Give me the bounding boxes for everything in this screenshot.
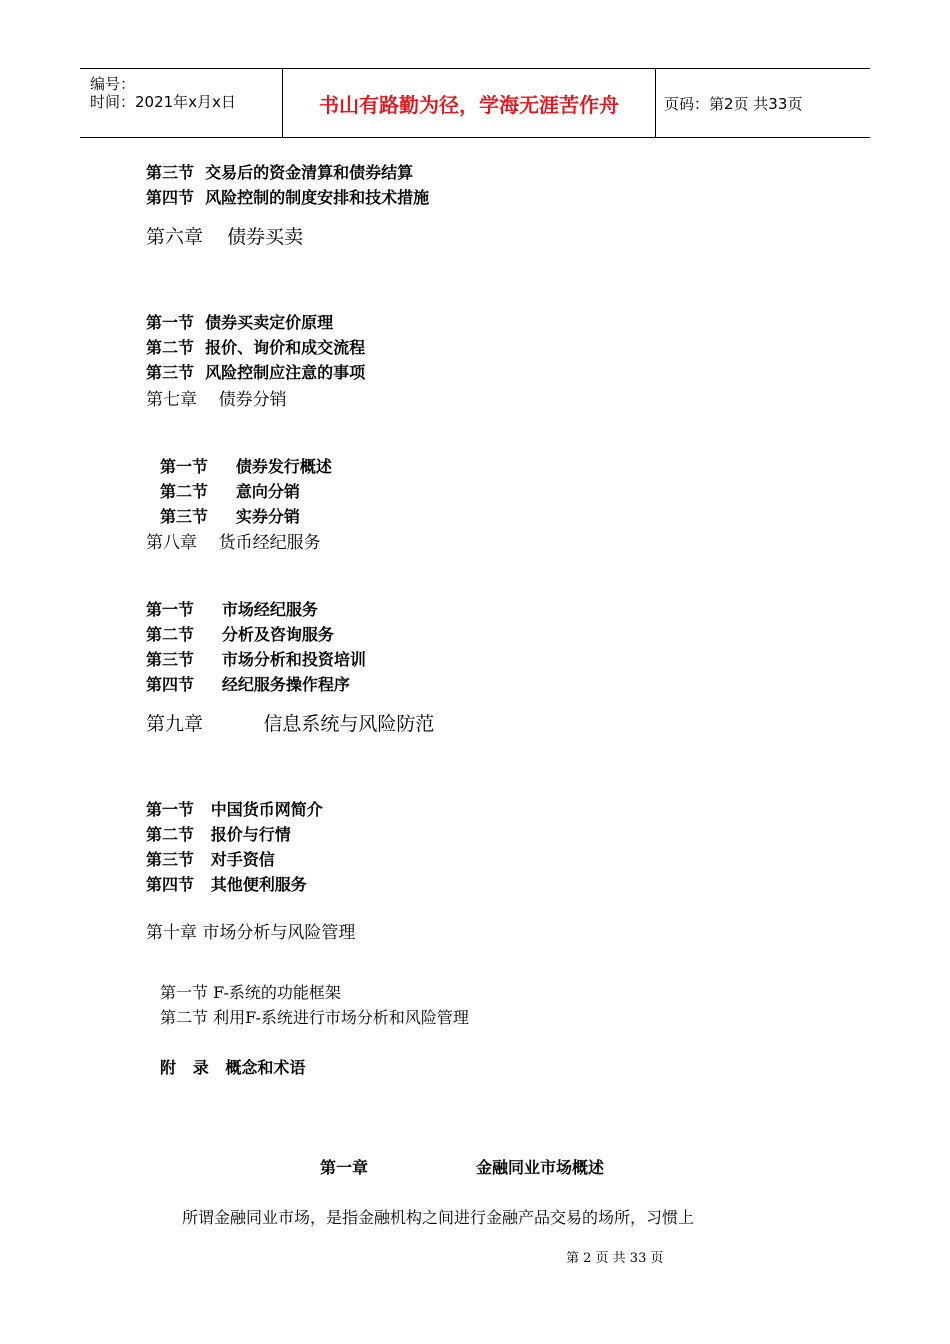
time-label: 时间：2021年x月x日 (90, 93, 236, 111)
toc-section: 第四节 其他便利服务 (146, 875, 307, 894)
toc-chapter: 第十章 市场分析与风险管理 (146, 923, 356, 943)
toc-section: 第四节 风险控制的制度安排和技术措施 (146, 188, 430, 207)
chapter-number: 第一章 (320, 1158, 369, 1177)
toc-section: 第二节 报价、询价和成交流程 (146, 338, 366, 357)
toc-appendix: 附 录 概念和术语 (160, 1058, 306, 1077)
toc-section: 第一节 债券发行概述 (160, 457, 332, 476)
toc-section: 第三节 风险控制应注意的事项 (146, 363, 366, 382)
toc-section: 第二节 报价与行情 (146, 825, 291, 844)
toc-section: 第二节 意向分销 (160, 482, 300, 501)
toc-chapter: 第六章 债券买卖 (146, 226, 304, 248)
body-paragraph: 所谓金融同业市场，是指金融机构之间进行金融产品交易的场所，习惯上 (182, 1208, 695, 1227)
toc-section: 第三节 市场分析和投资培训 (146, 650, 366, 669)
toc-section: 第一节 F-系统的功能框架 (160, 983, 341, 1002)
header-page-label: 页码：第2页 共33页 (664, 94, 803, 113)
header-motto: 书山有路勤为径，学海无涯苦作舟 (282, 69, 656, 137)
toc-section: 第二节 分析及咨询服务 (146, 625, 334, 644)
header-meta (80, 69, 282, 137)
toc-chapter: 第七章 债券分销 (146, 390, 287, 410)
toc-section: 第一节 市场经纪服务 (146, 600, 318, 619)
toc-section: 第三节 交易后的资金清算和债券结算 (146, 163, 414, 182)
toc-section: 第二节 利用F-系统进行市场分析和风险管理 (160, 1008, 469, 1027)
chapter-title: 金融同业市场概述 (476, 1158, 605, 1177)
toc-chapter: 第八章 货币经纪服务 (146, 533, 321, 553)
number-label: 编号： (90, 75, 136, 93)
page-header (80, 68, 870, 138)
page-footer: 第 2 页 共 33 页 (566, 1251, 664, 1266)
toc-section: 第一节 中国货币网简介 (146, 800, 323, 819)
toc-section: 第四节 经纪服务操作程序 (146, 675, 350, 694)
toc-chapter: 第九章 信息系统与风险防范 (146, 713, 435, 735)
toc-section: 第三节 对手资信 (146, 850, 275, 869)
toc-section: 第三节 实券分销 (160, 507, 300, 526)
toc-section: 第一节 债券买卖定价原理 (146, 313, 334, 332)
